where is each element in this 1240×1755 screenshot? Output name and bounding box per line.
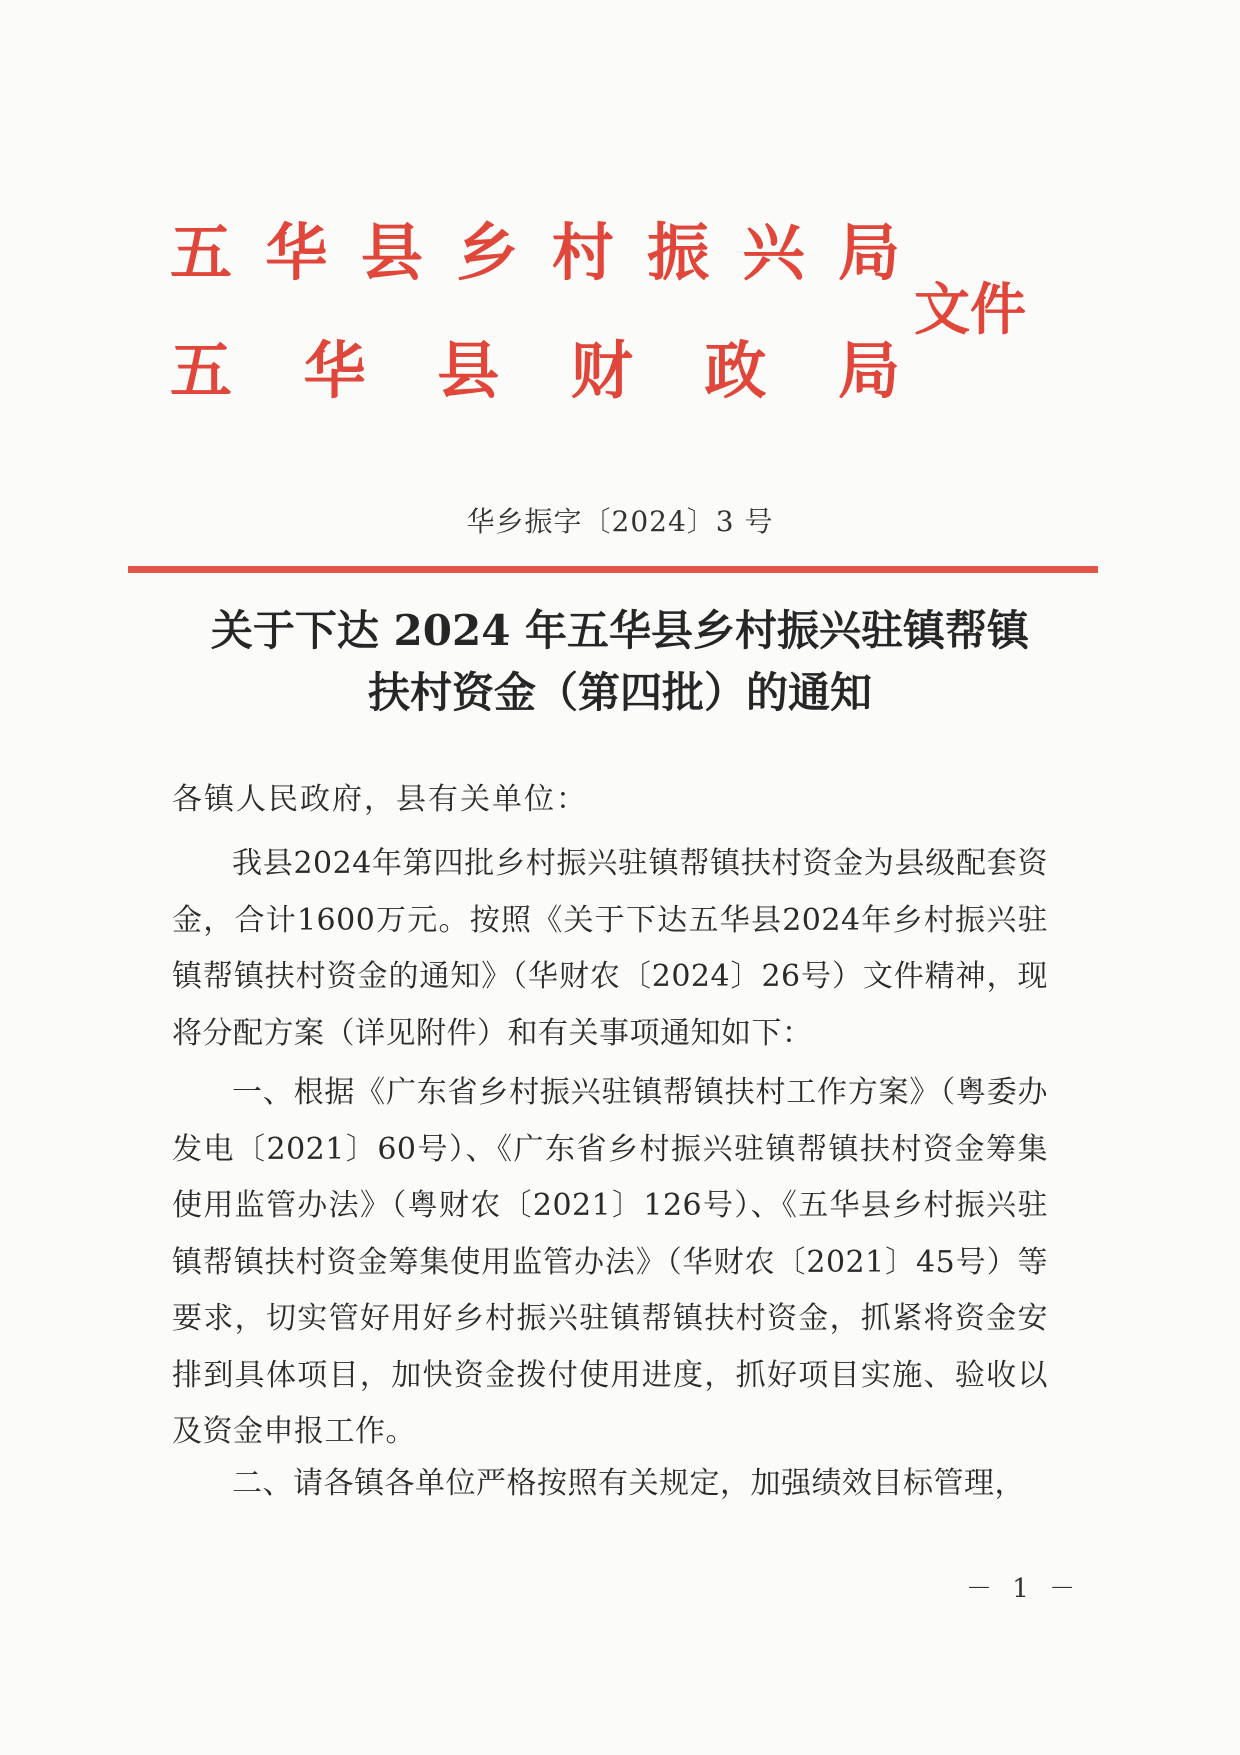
issuer-char: 振 [647,216,710,289]
issuer-char: 县 [437,334,500,407]
issuer-char: 财 [570,334,633,407]
issuer-char: 乡 [456,216,519,289]
document-title [0,600,1240,724]
issuer-line-rural-revitalization-bureau [170,216,900,289]
red-separator-line [128,566,1098,573]
salutation: 各镇人民政府，县有关单位： [172,782,588,817]
issuer-char: 五 [170,334,233,407]
document-number: 华乡振字〔2024〕3 号 [466,505,774,538]
issuer-document-suffix: 文件 [914,277,1026,343]
issuer-line-finance-bureau [170,334,900,407]
body-paragraph-1: 我县2024年第四批乡村振兴驻镇帮镇扶村资金为县级配套资金，合计1600万元。按照《关于下达五华县2024年乡村振兴驻镇帮镇扶村资金的通知》（华财农〔2024〕26号）文件精神，现将分配方案（详见附件）和有关事项通知如下： [172,846,1048,1051]
issuer-char: 兴 [742,216,805,289]
body-paragraph-3: 二、请各镇各单位严格按照有关规定，加强绩效目标管理， [232,1466,1025,1501]
issuer-char: 县 [360,216,423,289]
issuer-char: 华 [303,334,366,407]
issuer-char: 华 [265,216,328,289]
title-line-2: 扶村资金（第四批）的通知 [367,668,872,717]
issuer-char: 政 [704,334,767,407]
body-paragraph-2: 一、根据《广东省乡村振兴驻镇帮镇扶村工作方案》（粤委办发电〔2021〕60号）、《广东省乡村振兴驻镇帮镇扶村资金筹集使用监管办法》（粤财农〔2021〕126号）、《五华县乡村振兴驻镇帮镇扶村资金筹集使用监管办法》（华财农〔2021〕45号）等要求，切实管好用好乡村振兴驻镇帮镇扶村资金，抓紧将资金安排到具体项目，加快资金拨付使用进度，抓好项目实施、验收以及资金申报工作。 [172,1075,1048,1449]
issuer-char: 局 [837,334,900,407]
issuer-char: 局 [837,216,900,289]
issuer-char: 村 [551,216,614,289]
issuer-char: 五 [170,216,233,289]
title-line-1: 关于下达 2024 年五华县乡村振兴驻镇帮镇 [210,606,1030,655]
issuing-authority-header [170,216,1070,412]
page-number: － 1 － [966,1574,1082,1604]
